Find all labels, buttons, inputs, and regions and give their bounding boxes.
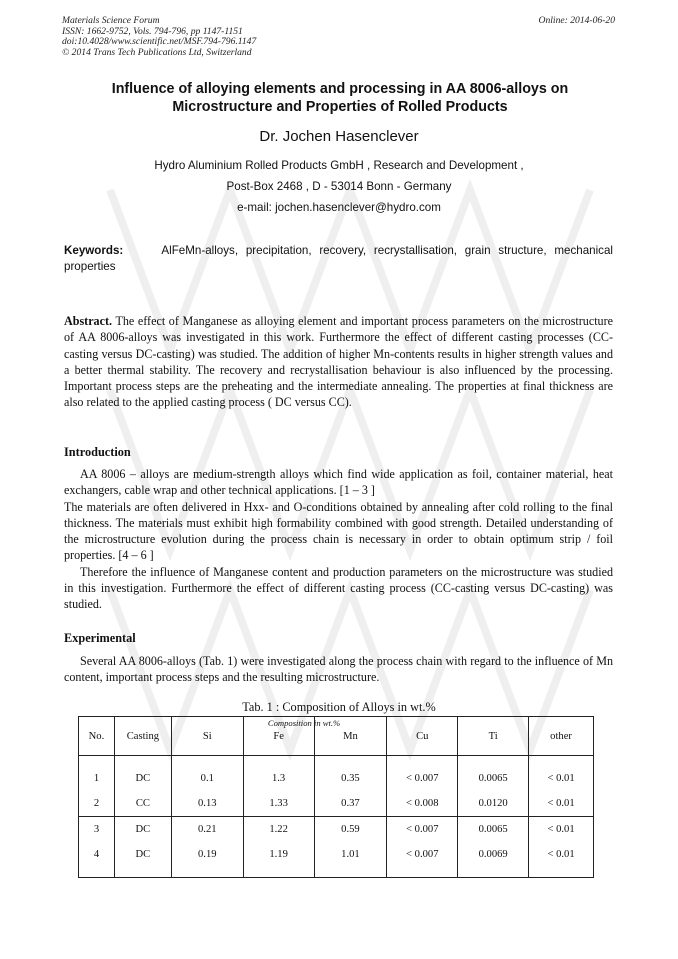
experimental-heading: Experimental (64, 631, 136, 645)
table-cell: 0.1 (171, 766, 243, 791)
table-cell: < 0.01 (529, 817, 594, 843)
table-cell: 1.33 (243, 791, 314, 817)
issn: ISSN: 1662-9752, Vols. 794-796, pp 1147-1151 (62, 25, 243, 37)
keywords (64, 243, 613, 274)
table-cell: < 0.01 (529, 842, 594, 867)
intro-paragraph-2: The materials are often delivered in Hxx- and O-conditions obtained by annealing after cold rolling to the final thickness. The materials must exhibit high formability combined with good strength. Detailed understanding of the microstructure evolution during the process chain is necessary in order to obtain optimum strip / foil properties. [4 – 6 ] (64, 499, 613, 563)
table-cell: DC (114, 817, 171, 843)
table-cell: DC (114, 842, 171, 867)
table-cell: 4 (79, 842, 115, 867)
table-cell: 1 (79, 766, 115, 791)
header-cell: other (529, 717, 594, 756)
introduction-body (64, 466, 613, 613)
table-cell: 0.0120 (458, 791, 529, 817)
affiliation-line-1: Hydro Aluminium Rolled Products GmbH , Research and Development , (154, 159, 524, 172)
paper-title (60, 80, 620, 116)
table-cell: 0.37 (314, 791, 387, 817)
table-cell: < 0.007 (387, 842, 458, 867)
title-line-1: Influence of alloying elements and processing in AA 8006-alloys on (111, 81, 569, 97)
table-row (79, 817, 594, 843)
header-cell: Composition in wt.% Si (171, 717, 243, 756)
table-cell: CC (114, 791, 171, 817)
title-line-2: Microstructure and Properties of Rolled Products (172, 99, 508, 115)
table-row (79, 791, 594, 817)
intro-paragraph-1: AA 8006 – alloys are medium-strength alloys which find wide application as foil, container material, heat exchangers, cable wrap and other technical applications. [1 – 3 ] (64, 467, 613, 498)
experimental-paragraph: Several AA 8006-alloys (Tab. 1) were investigated along the process chain with regard to the influence of Mn content, important process steps and the resulting microstructure. (64, 654, 613, 685)
table-cell: < 0.007 (387, 817, 458, 843)
abstract-text: The effect of Manganese as alloying element and important process parameters on the microstructure of AA 8006-alloys was investigated in this work. Furthermore the effect of different casting processes (CC-casting versus DC-casting) was studied. The addition of higher Mn-contents results in higher strength values and a better thermal stability. The recovery and recrystallisation behaviour is also influenced by the processing. Important process steps are the preheating and the intermediate annealing. The properties at final thickness are also related to the applied casting process ( DC versus CC). (64, 314, 613, 410)
table-header-row (79, 717, 594, 756)
table-row (79, 766, 594, 791)
intro-paragraph-3: Therefore the influence of Manganese content and production parameters on the microstructure was studied in this investigation. Furthermore the effect of different casting process (CC-casting versus DC-casting) was studied. (64, 564, 613, 612)
header-cell: Casting (114, 717, 171, 756)
author: Dr. Jochen Hasenclever (259, 128, 419, 145)
table-cell: 0.19 (171, 842, 243, 867)
copyright: © 2014 Trans Tech Publications Ltd, Switzerland (62, 46, 252, 58)
introduction-heading: Introduction (64, 445, 131, 459)
table-cell: 0.0065 (458, 817, 529, 843)
table-cell: 0.0065 (458, 766, 529, 791)
table-cell: 1.3 (243, 766, 314, 791)
header-cell: Fe (243, 717, 314, 756)
table-cell: < 0.01 (529, 766, 594, 791)
table-cell: 1.01 (314, 842, 387, 867)
header-cell: Ti (458, 717, 529, 756)
affiliation-line-2: Post-Box 2468 , D - 53014 Bonn - Germany (226, 180, 452, 193)
table-cell: 0.0069 (458, 842, 529, 867)
table-row (79, 842, 594, 867)
table-cell: < 0.007 (387, 766, 458, 791)
table-cell: 2 (79, 791, 115, 817)
table-cell: DC (114, 766, 171, 791)
composition-table (78, 716, 594, 878)
keywords-label: Keywords: (64, 244, 124, 257)
header-cell: Cu (387, 717, 458, 756)
header-cell: No. (79, 717, 115, 756)
author-email: e-mail: jochen.hasenclever@hydro.com (237, 201, 441, 214)
table-cell: < 0.01 (529, 791, 594, 817)
table-cell: 3 (79, 817, 115, 843)
table-caption: Tab. 1 : Composition of Alloys in wt.% (242, 700, 436, 714)
keywords-text: AlFeMn-alloys, precipitation, recovery, recrystallisation, grain structure, mechanical properties (64, 244, 613, 273)
journal-name: Materials Science Forum (62, 15, 160, 26)
table-cell: 0.35 (314, 766, 387, 791)
table-cell: 0.59 (314, 817, 387, 843)
abstract-label: Abstract. (64, 314, 113, 328)
journal-info (62, 16, 256, 58)
table-cell: 0.21 (171, 817, 243, 843)
abstract (64, 313, 613, 411)
table-cell: 1.22 (243, 817, 314, 843)
table-cell: < 0.008 (387, 791, 458, 817)
table-cell: 1.19 (243, 842, 314, 867)
table-cell: 0.13 (171, 791, 243, 817)
composition-note: Composition in wt.% (267, 718, 341, 728)
doi: doi:10.4028/www.scientific.net/MSF.794-796.1147 (62, 36, 257, 48)
online-date: Online: 2014-06-20 (538, 15, 615, 26)
header-cell: Mn (314, 717, 387, 756)
